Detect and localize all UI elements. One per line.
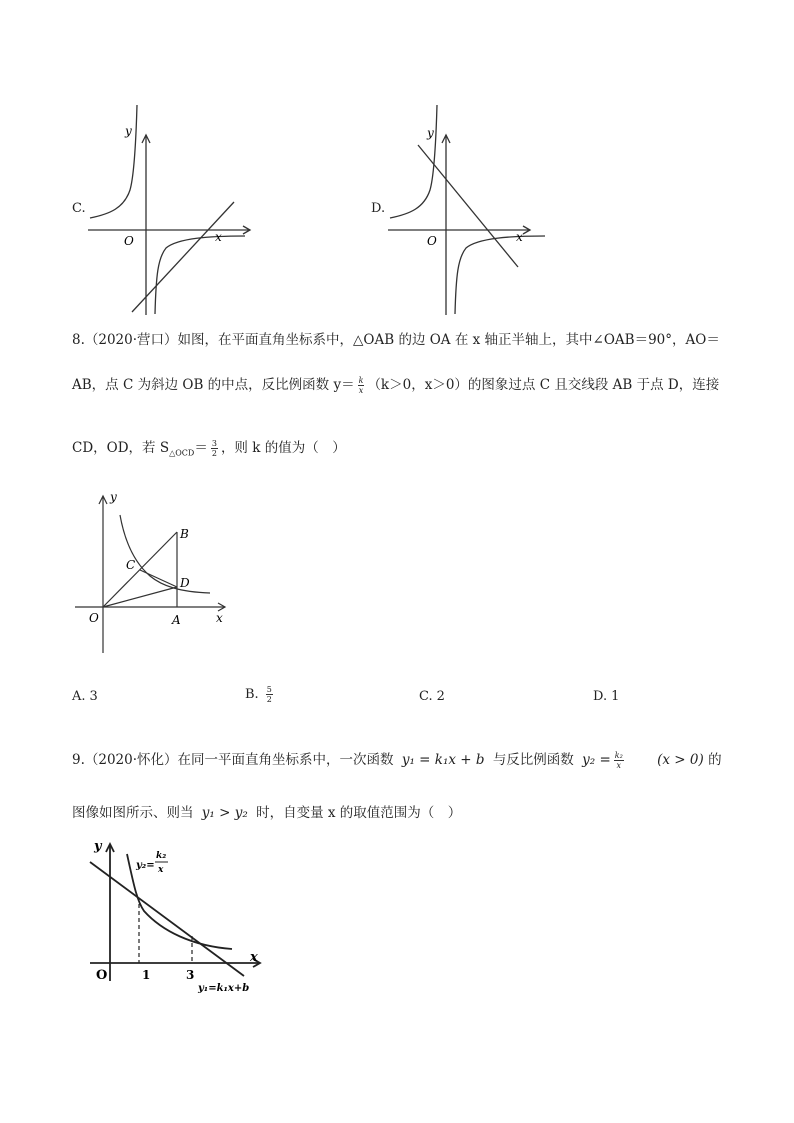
frac-numerator: 3 xyxy=(211,439,217,448)
fig-label-b: B xyxy=(180,527,189,541)
q8-option-c[interactable] xyxy=(419,689,445,704)
option-d-label: D. xyxy=(371,201,386,216)
q8-prefix: 8.（2020·营口）如图，在平面直角坐标系中，△OAB 的边 OA 在 x 轴正半轴上，其中∠OAB＝90°，AO＝ xyxy=(72,332,720,348)
three-halves-fraction xyxy=(211,439,218,458)
q8-option-d[interactable] xyxy=(593,689,619,704)
q9-line1-c: 的 xyxy=(708,752,722,768)
q9-line1-b: 与反比例函数 xyxy=(492,752,574,768)
fig-tick-1: 1 xyxy=(142,968,151,982)
q9-line2-b: 时，自变量 x 的取值范围为（ ） xyxy=(256,805,462,821)
frac-denominator: 2 xyxy=(211,449,217,458)
q8-line-2 xyxy=(72,375,719,395)
fig-label-x: x xyxy=(216,611,223,625)
q8-line2-b: （k＞0，x＞0）的图象过点 C 且交线段 AB 于点 D，连接 xyxy=(367,377,720,393)
fig-label-d: D xyxy=(180,576,190,590)
area-subscript: △OCD xyxy=(169,448,195,458)
frac-numerator: k₂ xyxy=(614,751,623,760)
axis-x-label: x xyxy=(215,230,222,244)
option-letter: A. xyxy=(72,689,86,704)
q9-line-2 xyxy=(72,803,461,823)
axis-x-label: x xyxy=(516,230,523,244)
linear-line xyxy=(132,202,234,312)
domain-condition: (x > 0) xyxy=(657,752,704,768)
option-d-graph xyxy=(380,100,560,320)
fig-label-c: C xyxy=(126,558,136,572)
origin-label: O xyxy=(124,234,134,248)
axis-y-label: y xyxy=(125,124,132,138)
q8-figure xyxy=(70,488,240,658)
fig-label-inverse-den: x xyxy=(158,865,164,875)
fig-label-y: y xyxy=(110,490,117,504)
q8-option-a[interactable] xyxy=(72,689,98,704)
fig-label-o: O xyxy=(96,968,108,983)
option-letter: D. xyxy=(593,689,608,704)
frac-denominator: 2 xyxy=(266,695,272,704)
option-letter: B. xyxy=(245,687,259,702)
option-c-label: C. xyxy=(72,201,86,216)
q8-line3-c: ，则 k 的值为（ ） xyxy=(220,440,346,456)
frac-denominator: x xyxy=(358,386,364,395)
q9-line-1 xyxy=(72,750,722,770)
fig-label-y: y xyxy=(94,839,102,854)
q8-line2-a: AB，点 C 为斜边 OB 的中点，反比例函数 y＝ xyxy=(72,377,355,393)
origin-label: O xyxy=(427,234,437,248)
option-value: 1 xyxy=(611,689,620,704)
k2-over-x-fraction xyxy=(614,751,624,770)
hyperbola-branch-upper xyxy=(90,105,137,218)
q9-figure xyxy=(82,836,282,1006)
q8-option-b[interactable] xyxy=(245,685,276,704)
linear-line xyxy=(418,145,518,267)
hyperbola-branch-lower xyxy=(155,236,245,314)
five-halves-fraction xyxy=(266,685,273,704)
q9-line2-a: 图像如图所示、则当 xyxy=(72,805,194,821)
q8-line3-b: ＝ xyxy=(194,440,208,456)
q8-line3-a: CD，OD，若 S xyxy=(72,440,170,456)
segment-ob xyxy=(103,532,177,607)
fig-label-linear: y₁=k₁x+b xyxy=(198,983,250,994)
segment-od xyxy=(103,587,177,607)
fig-label-x: x xyxy=(250,950,258,965)
frac-denominator: x xyxy=(616,761,622,770)
q8-line-1 xyxy=(72,330,720,350)
option-value: 2 xyxy=(436,689,445,704)
option-letter: C. xyxy=(419,689,433,704)
option-value: 3 xyxy=(89,689,98,704)
frac-numerator: 5 xyxy=(266,685,272,694)
inverse-function-lhs: y₂ = xyxy=(582,752,611,768)
inequality-expr: y₁ > y₂ xyxy=(201,805,248,821)
fig-label-inverse-lhs: y₂= xyxy=(136,860,155,871)
k-over-x-fraction xyxy=(358,376,365,395)
fig-label-o: O xyxy=(89,611,99,625)
hyperbola-branch-upper xyxy=(390,105,437,218)
linear-function-expr: y₁ = k₁x + b xyxy=(401,752,485,768)
frac-numerator: k xyxy=(358,376,364,385)
option-c-graph xyxy=(80,100,260,320)
fig-label-a: A xyxy=(172,613,181,627)
axis-y-label: y xyxy=(427,126,434,140)
q8-line-3 xyxy=(72,438,346,464)
linear-line xyxy=(90,862,244,976)
fig-label-inverse-num: k₂ xyxy=(156,851,167,861)
q9-line1-a: 9.（2020·怀化）在同一平面直角坐标系中，一次函数 xyxy=(72,752,394,768)
hyperbola-branch-lower xyxy=(455,236,545,314)
fig-tick-3: 3 xyxy=(186,968,195,982)
